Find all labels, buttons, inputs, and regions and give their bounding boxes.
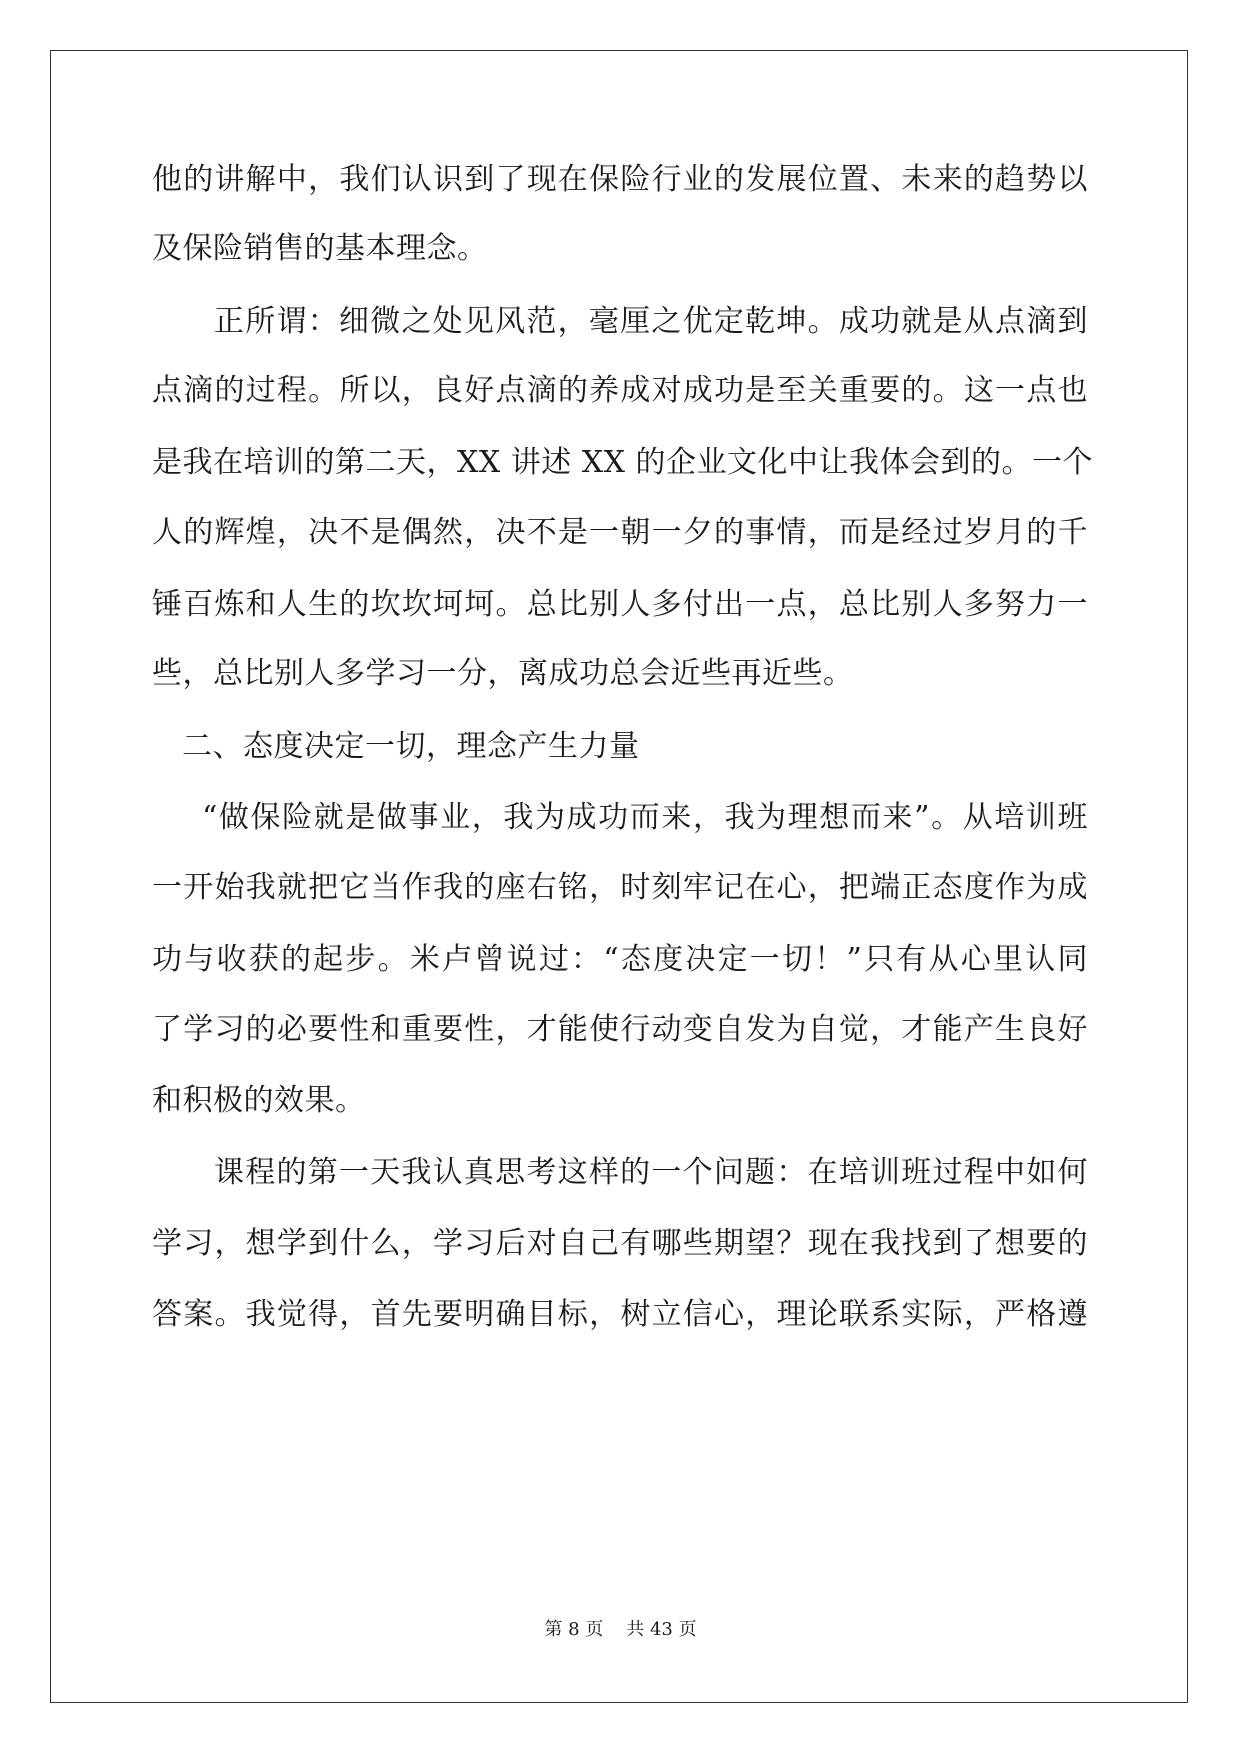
paragraph-line: 些，总比别人多学习一分，离成功总会近些再近些。 (152, 656, 854, 691)
paragraph-line: 他的讲解中，我们认识到了现在保险行业的发展位置、未来的趋势以 (152, 162, 1088, 197)
paragraph-line: 功与收获的起步。米卢曾说过：“态度决定一切！”只有从心里认同 (152, 942, 1088, 977)
paragraph-line: 学习，想学到什么，学习后对自己有哪些期望？现在我找到了想要的 (152, 1226, 1088, 1261)
page-number: 第 8 页 (544, 1619, 604, 1640)
paragraph-line: 及保险销售的基本理念。 (152, 231, 488, 266)
paragraph-line: 是我在培训的第二天，XX 讲述 XX 的企业文化中让我体会到的。一个 (152, 445, 1094, 480)
page-total: 共 43 页 (626, 1619, 697, 1640)
paragraph-line: 锤百炼和人生的坎坎坷坷。总比别人多付出一点，总比别人多努力一 (152, 587, 1088, 622)
paragraph-line: 答案。我觉得，首先要明确目标，树立信心，理论联系实际，严格遵 (152, 1297, 1088, 1332)
paragraph-line: 课程的第一天我认真思考这样的一个问题：在培训班过程中如何 (214, 1155, 1088, 1190)
paragraph-line: “做保险就是做事业，我为成功而来，我为理想而来”。从培训班 (202, 800, 1088, 835)
paragraph-line: 和积极的效果。 (152, 1083, 366, 1118)
paragraph-line: 正所谓：细微之处见风范，毫厘之优定乾坤。成功就是从点滴到 (214, 304, 1088, 339)
section-heading: 二、态度决定一切，理念产生力量 (182, 729, 640, 764)
page-footer (0, 1618, 1241, 1642)
paragraph-line: 点滴的过程。所以，良好点滴的养成对成功是至关重要的。这一点也 (152, 373, 1088, 408)
paragraph-line: 人的辉煌，决不是偶然，决不是一朝一夕的事情，而是经过岁月的千 (152, 515, 1088, 550)
paragraph-line: 了学习的必要性和重要性，才能使行动变自发为自觉，才能产生良好 (152, 1012, 1088, 1047)
paragraph-line: 一开始我就把它当作我的座右铭，时刻牢记在心，把端正态度作为成 (152, 870, 1088, 905)
